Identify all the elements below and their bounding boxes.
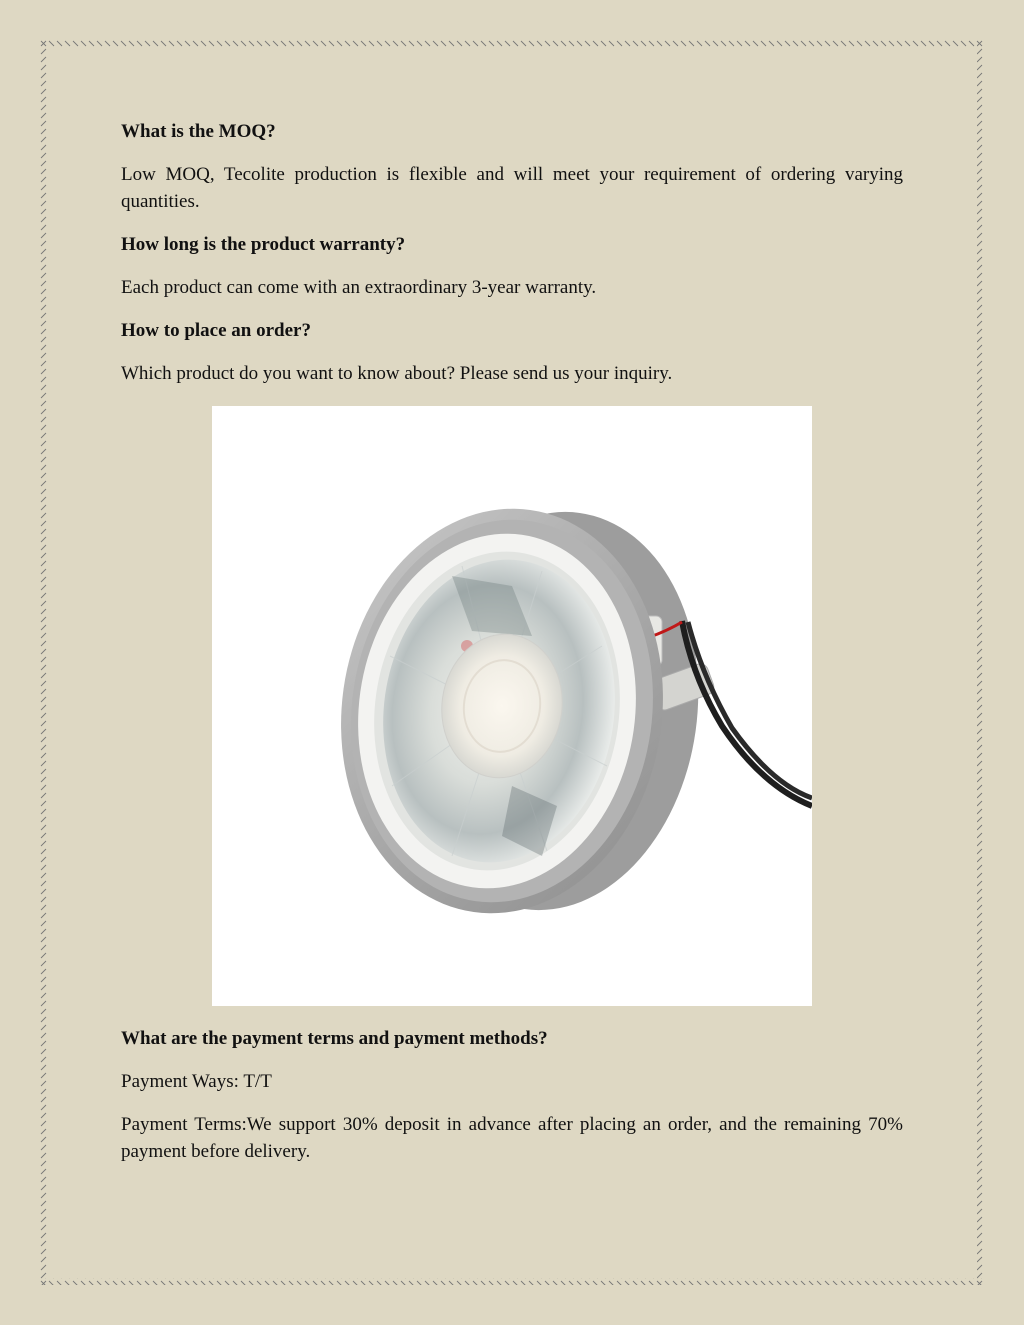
faq-answer-warranty: Each product can come with an extraordinary 3-year warranty.	[121, 277, 597, 298]
faq-section	[121, 118, 903, 403]
faq-answer-order: Which product do you want to know about? Please send us your inquiry.	[121, 363, 673, 384]
payment-section	[121, 1025, 903, 1181]
payment-terms: Payment Terms:We support 30% deposit in advance after placing an order, and the remaining 70% payment before delivery.	[121, 1114, 903, 1162]
faq-question-moq: What is the MOQ?	[121, 121, 276, 142]
faq-question-warranty: How long is the product warranty?	[121, 234, 406, 255]
payment-ways: Payment Ways: T/T	[121, 1071, 272, 1092]
product-image-led-downlight	[212, 406, 812, 1006]
faq-answer-moq: Low MOQ, Tecolite production is flexible and will meet your requirement of ordering varying quantities.	[121, 164, 903, 212]
faq-question-order: How to place an order?	[121, 320, 311, 341]
payment-question: What are the payment terms and payment methods?	[121, 1028, 548, 1049]
